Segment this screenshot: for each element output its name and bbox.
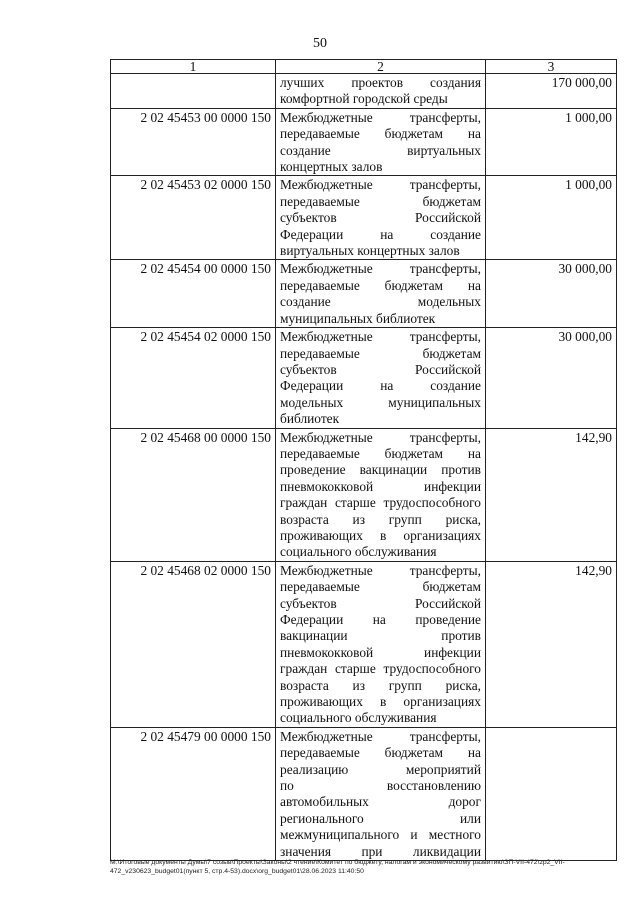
description-line: проживающих в организациях xyxy=(280,694,481,710)
description-cell xyxy=(276,428,486,561)
budget-code-cell: 2 02 45454 00 0000 150 xyxy=(111,260,276,328)
table-body xyxy=(111,74,617,861)
amount-cell: 142,90 xyxy=(486,428,617,561)
table-row xyxy=(111,428,617,561)
column-header-2: 2 xyxy=(276,60,486,74)
description-line: субъектов Российской xyxy=(280,595,481,611)
description-line: возраста из групп риска, xyxy=(280,677,481,693)
table-row xyxy=(111,561,617,727)
description-line: Федерации на проведение xyxy=(280,612,481,627)
amount-cell: 170 000,00 xyxy=(486,74,617,109)
description-line: по восстановлению xyxy=(280,778,481,794)
table-row xyxy=(111,176,617,260)
amount-cell: 30 000,00 xyxy=(486,260,617,328)
description-line: Федерации на создание xyxy=(280,226,481,242)
column-header-3: 3 xyxy=(486,60,617,74)
description-line: создание виртуальных xyxy=(280,142,481,158)
description-line: библиотек xyxy=(280,411,340,427)
description-line: граждан старше трудоспособного xyxy=(280,661,481,677)
table-row xyxy=(111,328,617,428)
table-row xyxy=(111,108,617,176)
description-line: регионального или xyxy=(280,810,481,826)
description-line: лучших проектов создания xyxy=(280,75,481,90)
description-line: Межбюджетные трансферты, xyxy=(280,562,481,578)
description-line: комфортной городской среды xyxy=(280,91,448,107)
table-row xyxy=(111,260,617,328)
table-header-row xyxy=(111,60,617,74)
description-line: межмуниципального и местного xyxy=(280,827,481,843)
description-line: муниципальных библиотек xyxy=(280,310,436,326)
footer-path-line-2: 472_v230623_budget01(пункт 5, стр.4-53).docx\org_budget01\28.06.2023 11:40:50 xyxy=(110,868,364,875)
description-line: Межбюджетные трансферты, xyxy=(280,261,481,277)
description-line: передаваемые бюджетам xyxy=(280,345,481,361)
description-cell xyxy=(276,561,486,727)
description-line: проведение вакцинации против xyxy=(280,462,481,478)
description-line: Межбюджетные трансферты, xyxy=(280,109,481,125)
table-row xyxy=(111,727,617,860)
amount-cell xyxy=(486,727,617,860)
description-cell xyxy=(276,328,486,428)
description-line: модельных муниципальных xyxy=(280,394,481,410)
budget-code-cell: 2 02 45453 00 0000 150 xyxy=(111,108,276,176)
description-line: возраста из групп риска, xyxy=(280,511,481,527)
budget-code-cell: 2 02 45479 00 0000 150 xyxy=(111,727,276,860)
description-line: создание модельных xyxy=(280,294,481,310)
budget-code-cell: 2 02 45453 02 0000 150 xyxy=(111,176,276,260)
description-line: реализацию мероприятий xyxy=(280,761,481,777)
description-cell xyxy=(276,260,486,328)
description-line: передаваемые бюджетам на xyxy=(280,126,481,142)
budget-code-cell xyxy=(111,74,276,109)
description-line: пневмококковой инфекции xyxy=(280,644,481,660)
description-line: передаваемые бюджетам на xyxy=(280,745,481,761)
footer-path-line-1: M:\Итоговые документы Думы\7 созыв\Проекты\Законы\2 чтение\Комитет по бюджету, налогам и экономическому развитию\ЗП-VII-472\zp2_VII- xyxy=(110,859,565,866)
description-line: концертных залов xyxy=(280,159,383,175)
budget-code-cell: 2 02 45454 02 0000 150 xyxy=(111,328,276,428)
description-cell xyxy=(276,108,486,176)
description-line: социального обслуживания xyxy=(280,544,437,560)
page-number: 50 xyxy=(313,36,327,51)
amount-cell: 1 000,00 xyxy=(486,176,617,260)
description-line: передаваемые бюджетам на xyxy=(280,445,481,461)
description-line: передаваемые бюджетам xyxy=(280,579,481,595)
budget-code-cell: 2 02 45468 00 0000 150 xyxy=(111,428,276,561)
budget-table xyxy=(110,59,617,861)
column-header-1: 1 xyxy=(111,60,276,74)
description-cell xyxy=(276,176,486,260)
description-cell xyxy=(276,727,486,860)
description-line: Межбюджетные трансферты, xyxy=(280,728,481,744)
description-line: Федерации на создание xyxy=(280,378,481,394)
table-row xyxy=(111,74,617,109)
amount-cell: 1 000,00 xyxy=(486,108,617,176)
description-line: социального обслуживания xyxy=(280,710,437,726)
description-line: значения при ликвидации xyxy=(280,843,481,859)
description-cell xyxy=(276,74,486,109)
description-line: Межбюджетные трансферты, xyxy=(280,177,481,193)
description-line: Межбюджетные трансферты, xyxy=(280,329,481,345)
document-footer xyxy=(110,858,616,876)
description-line: субъектов Российской xyxy=(280,210,481,226)
description-line: пневмококковой инфекции xyxy=(280,478,481,494)
description-line: передаваемые бюджетам xyxy=(280,193,481,209)
description-line: субъектов Российской xyxy=(280,361,481,377)
description-line: проживающих в организациях xyxy=(280,527,481,543)
description-line: граждан старше трудоспособного xyxy=(280,495,481,511)
budget-code-cell: 2 02 45468 02 0000 150 xyxy=(111,561,276,727)
amount-cell: 30 000,00 xyxy=(486,328,617,428)
amount-cell: 142,90 xyxy=(486,561,617,727)
description-line: автомобильных дорог xyxy=(280,794,481,810)
description-line: виртуальных концертных залов xyxy=(280,243,460,259)
description-line: вакцинации против xyxy=(280,628,481,644)
description-line: передаваемые бюджетам на xyxy=(280,277,481,293)
description-line: Межбюджетные трансферты, xyxy=(280,429,481,445)
